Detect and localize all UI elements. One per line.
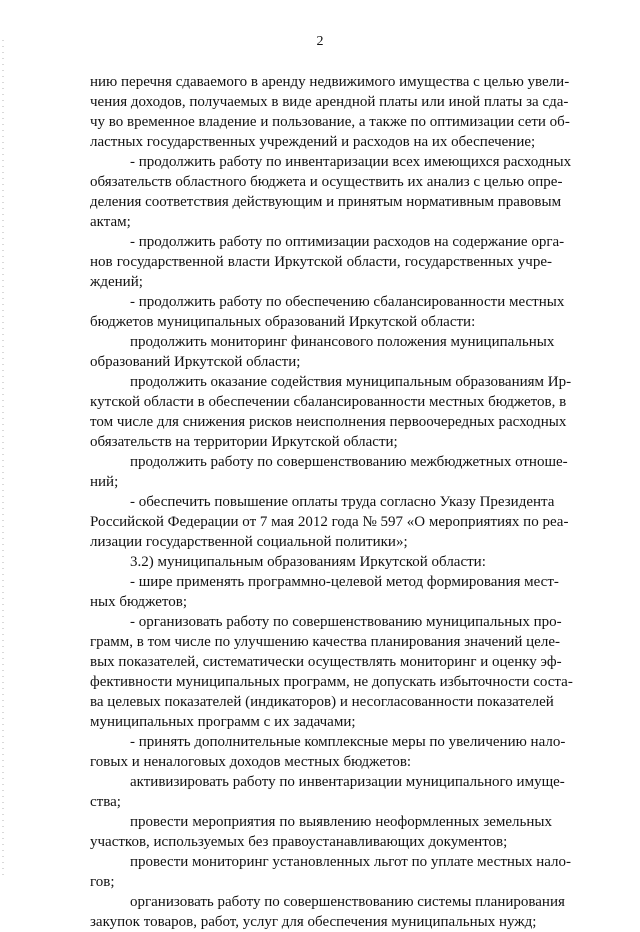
- text-line: провести мониторинг установленных льгот по уплате местных нало-: [130, 854, 572, 870]
- text-line: образований Иркутской области;: [90, 354, 301, 370]
- text-line: грамм, в том числе по улучшению качества планирования значений целе-: [90, 634, 560, 650]
- text-line: бюджетов муниципальных образований Иркутской области:: [90, 314, 476, 330]
- text-line: провести мероприятия по выявлению неоформленных земельных: [130, 814, 552, 830]
- text-line: нов государственной власти Иркутской области, государственных учре-: [90, 254, 552, 270]
- text-line: ных бюджетов;: [90, 594, 187, 610]
- text-line: - продолжить работу по инвентаризации всех имеющихся расходных: [130, 154, 572, 170]
- scan-edge-artifact: [2, 40, 4, 880]
- text-line: - продолжить работу по оптимизации расходов на содержание орга-: [130, 234, 565, 250]
- text-line: актам;: [90, 214, 131, 230]
- text-line: говых и неналоговых доходов местных бюджетов:: [90, 754, 412, 770]
- text-line: продолжить работу по совершенствованию межбюджетных отноше-: [130, 454, 568, 470]
- page-number: 2: [316, 34, 324, 49]
- text-line: - организовать работу по совершенствованию муниципальных про-: [130, 614, 562, 630]
- text-line: лизации государственной социальной политики»;: [90, 534, 408, 550]
- text-line: ластных государственных учреждений и расходов на их обеспечение;: [90, 134, 536, 150]
- text-line: чения доходов, получаемых в виде арендной платы или иной платы за сда-: [90, 94, 569, 110]
- text-line: активизировать работу по инвентаризации муниципального имуще-: [130, 774, 565, 790]
- text-line: продолжить мониторинг финансового положения муниципальных: [130, 334, 555, 350]
- text-line: ждений;: [90, 274, 143, 290]
- text-line: участков, используемых без правоустанавливающих документов;: [90, 834, 508, 850]
- text-line: чу во временное владение и пользование, а также по оптимизации сети об-: [90, 114, 570, 130]
- text-line: вых показателей, систематически осуществлять мониторинг и оценку эф-: [90, 654, 562, 670]
- text-line: кутской области в обеспечении сбалансированности местных бюджетов, в: [90, 394, 567, 410]
- text-line: - принять дополнительные комплексные меры по увеличению нало-: [130, 734, 566, 750]
- text-line: продолжить оказание содействия муниципальным образованиям Ир-: [130, 374, 572, 390]
- text-line: ва целевых показателей (индикаторов) и несогласованности показателей: [90, 694, 554, 710]
- text-line: ства;: [90, 794, 121, 810]
- text-line: фективности муниципальных программ, не допускать избыточности соста-: [90, 674, 573, 690]
- text-line: закупок товаров, работ, услуг для обеспечения муниципальных нужд;: [90, 914, 537, 930]
- text-line: ний;: [90, 474, 119, 490]
- text-line: организовать работу по совершенствованию системы планирования: [130, 894, 565, 910]
- text-line: деления соответствия действующим и принятым нормативным правовым: [90, 194, 562, 210]
- text-line: нию перечня сдаваемого в аренду недвижимого имущества с целью увели-: [90, 74, 570, 90]
- text-line: гов;: [90, 874, 115, 890]
- text-line: - продолжить работу по обеспечению сбалансированности местных: [130, 294, 565, 310]
- text-line: муниципальных программ с их задачами;: [90, 714, 356, 730]
- text-line: Российской Федерации от 7 мая 2012 года № 597 «О мероприятиях по реа-: [90, 514, 569, 530]
- text-line: том числе для снижения рисков неисполнения первоочередных расходных: [90, 414, 567, 430]
- text-line: - шире применять программно-целевой метод формирования мест-: [130, 574, 559, 590]
- text-line: - обеспечить повышение оплаты труда согласно Указу Президента: [130, 494, 555, 510]
- text-line: обязательств областного бюджета и осуществить их анализ с целью опре-: [90, 174, 563, 190]
- text-line: обязательств на территории Иркутской области;: [90, 434, 398, 450]
- text-line: 3.2) муниципальным образованиям Иркутской области:: [130, 554, 486, 570]
